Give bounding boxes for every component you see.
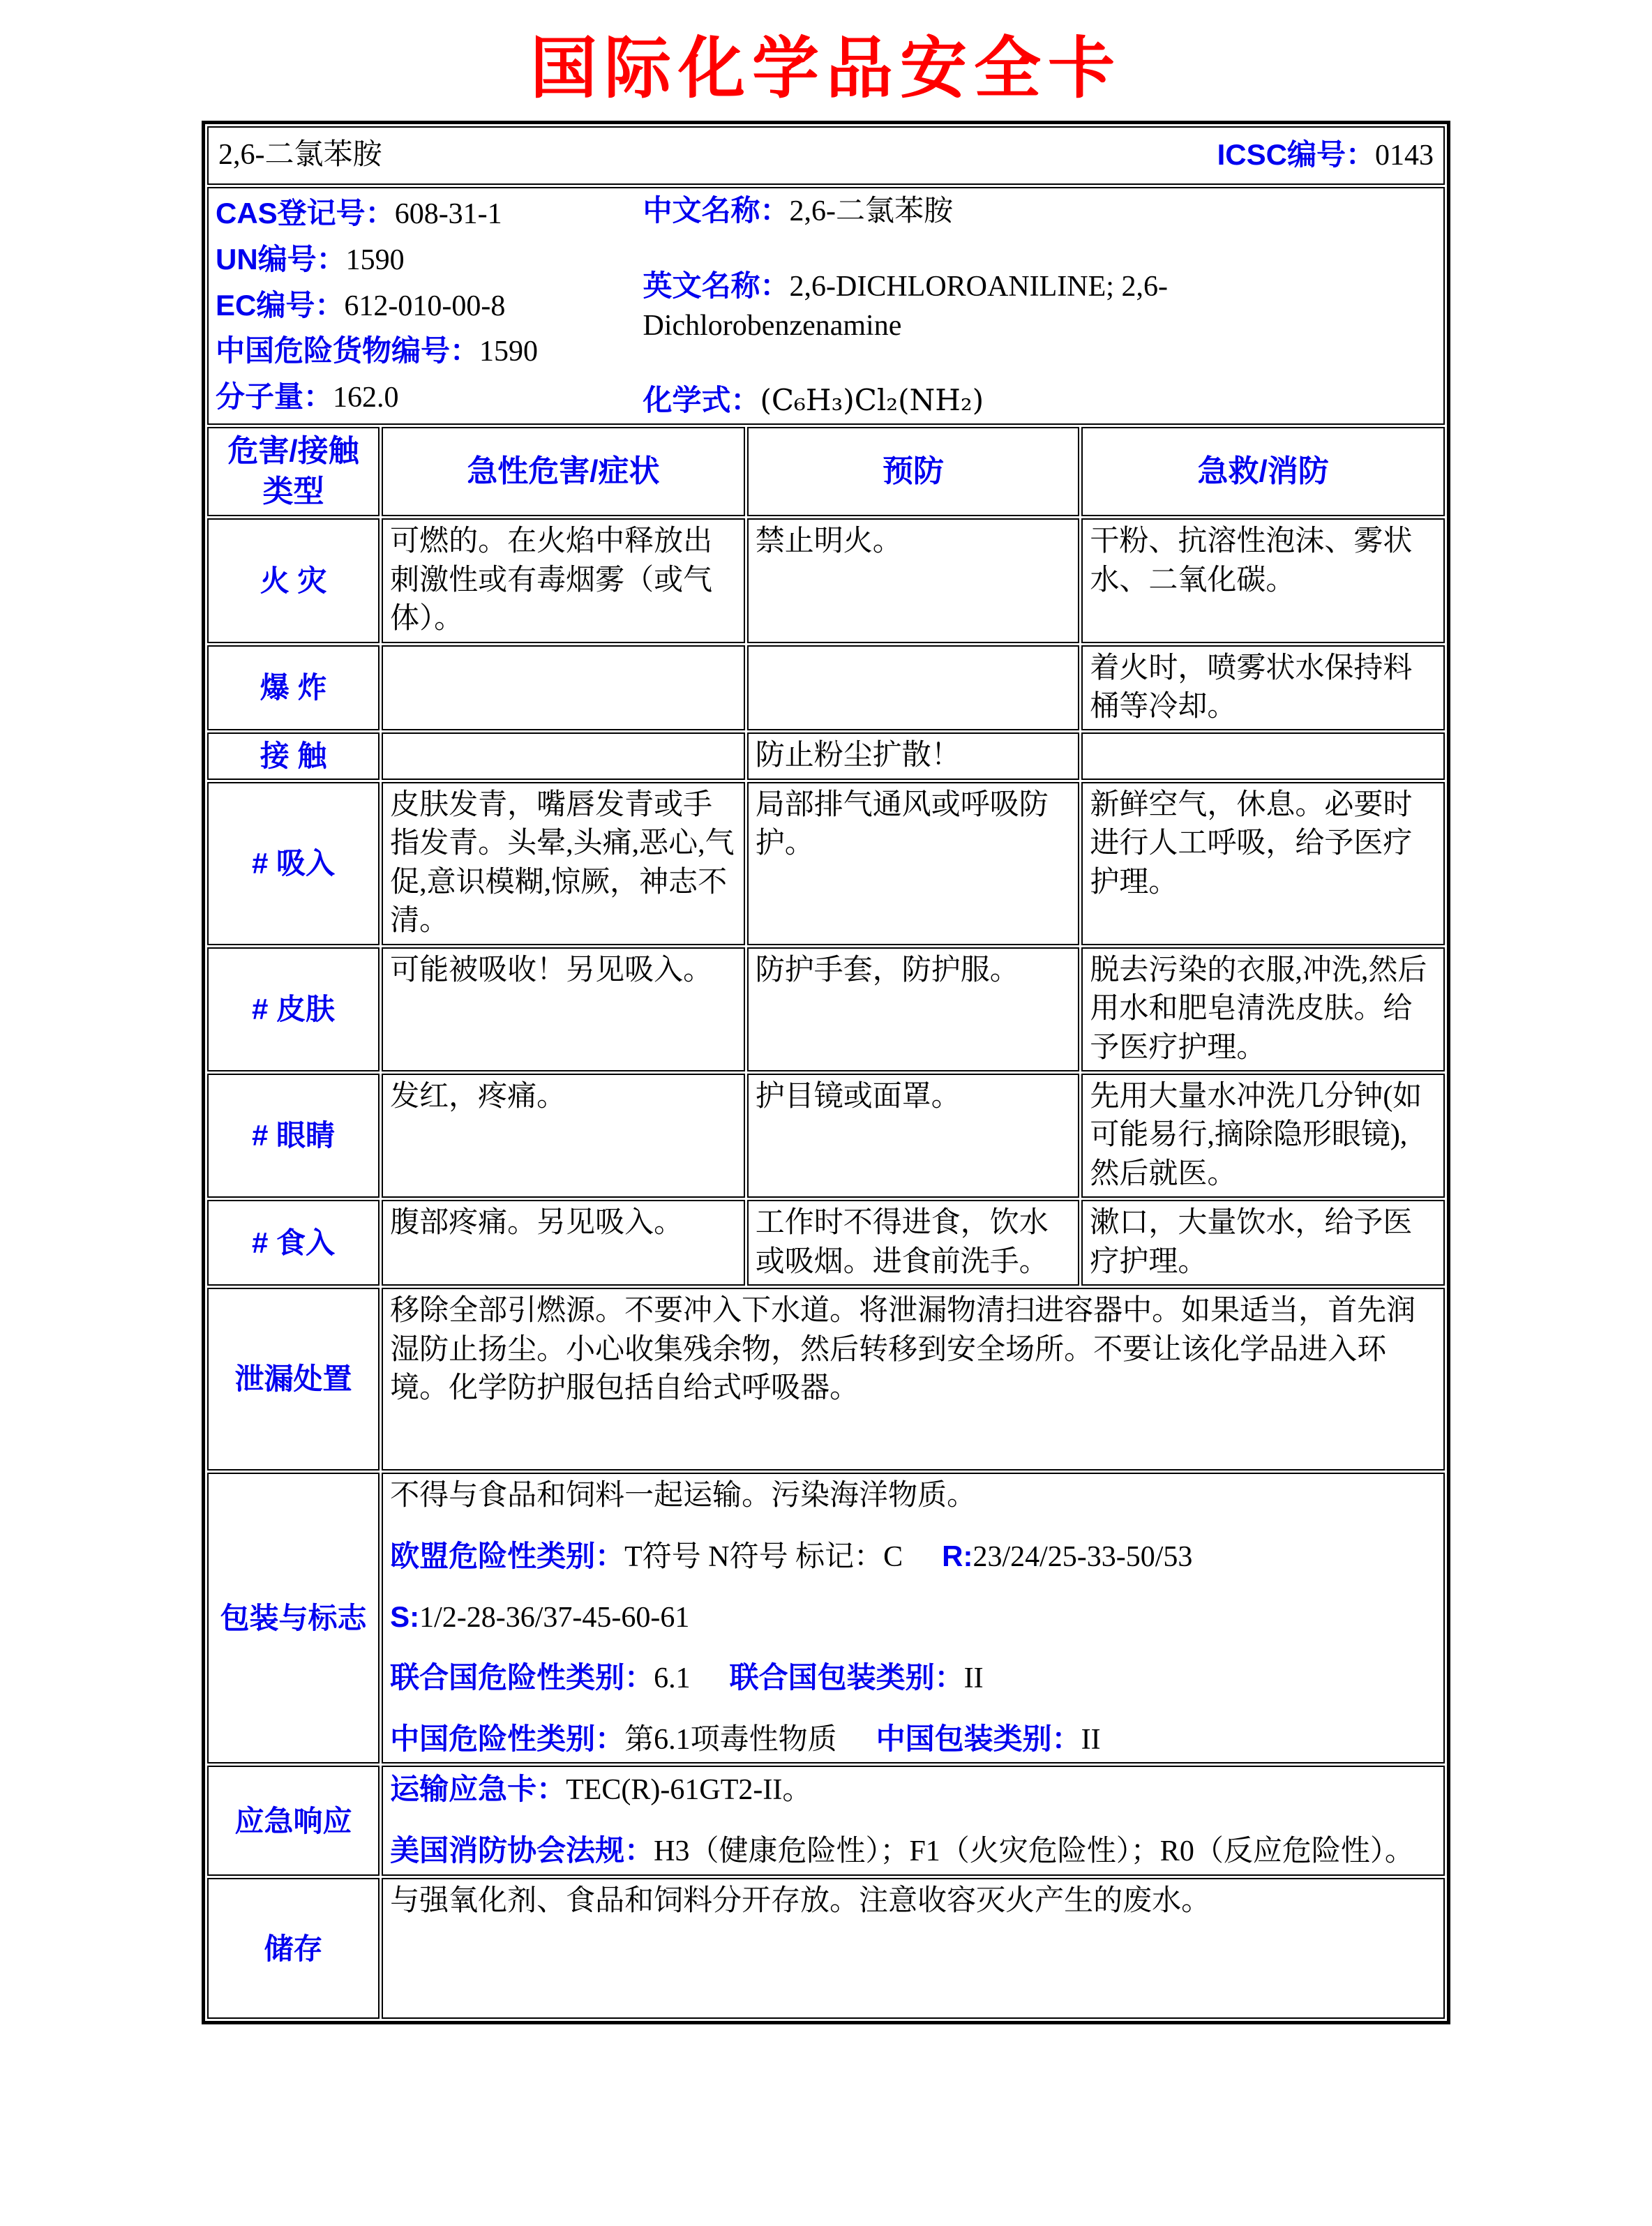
chemical-formula-label: 化学式： (643, 383, 760, 416)
chinese-name-line (643, 191, 1437, 231)
icsc-number (1217, 135, 1434, 175)
cas-number-line (216, 191, 643, 237)
fire-symptoms-cell: 可燃的。在火焰中释放出刺激性或有毒烟雾（或气体）。 (382, 518, 745, 642)
english-name-line (643, 266, 1348, 345)
transport-restriction-text (390, 1477, 1436, 1515)
skin-prevention-cell: 防护手套，防护服。 (747, 947, 1080, 1071)
storage-content-cell (382, 1878, 1445, 2019)
ec-number-label: EC编号： (216, 288, 345, 322)
hazard-row-explosion (207, 645, 1445, 731)
field-label: R: (942, 1539, 973, 1572)
inhalation-prevention-cell: 局部排气通风或呼吸防护。 (747, 782, 1080, 945)
identifiers-cell (207, 187, 1445, 425)
field-label: S: (390, 1600, 420, 1634)
field-value: TEC(R)-61GT2-II。 (566, 1774, 812, 1807)
field-value: 与强氧化剂、食品和饲料分开存放。注意收容灭火产生的废水。 (390, 1885, 1211, 1918)
molecular-weight-value: 162.0 (333, 382, 399, 414)
spill-disposal-text (390, 1292, 1436, 1408)
cas-number-label: CAS登记号： (216, 197, 395, 230)
un-number-value: 1590 (345, 243, 405, 276)
chinese-name-value: 2,6-二氯苯胺 (789, 195, 954, 227)
cas-number-value: 608-31-1 (394, 198, 502, 230)
un-number-label: UN编号： (216, 242, 346, 276)
chemical-name: 2,6-二氯苯胺 (218, 139, 382, 172)
row-label-eyes: # 眼睛 (207, 1074, 380, 1198)
field-value: II (1081, 1723, 1101, 1756)
field-label: 运输应急卡： (390, 1773, 566, 1806)
row-label-emergency-response: 应急响应 (207, 1766, 380, 1876)
hazard-row-contact (207, 732, 1445, 779)
skin-response-cell: 脱去污染的衣服,冲洗,然后用水和肥皂清洗皮肤。给予医疗护理。 (1081, 947, 1445, 1071)
ec-number-line (216, 283, 643, 329)
section-row-storage (207, 1878, 1445, 2019)
row-label-skin: # 皮肤 (207, 947, 380, 1071)
row-label-explosion: 爆 炸 (207, 645, 380, 731)
column-header-response: 急救/消防 (1081, 427, 1445, 516)
contact-symptoms-cell (382, 732, 745, 779)
s-phrases-line (390, 1597, 1436, 1637)
packaging-labeling-content-cell (382, 1473, 1445, 1763)
section-row-packaging-labeling (207, 1473, 1445, 1763)
icsc-number-label: ICSC编号： (1217, 138, 1375, 172)
field-label: 美国消防协会法规： (390, 1833, 654, 1867)
identifier-list-right (643, 191, 1437, 421)
field-label: 中国包装类别： (876, 1722, 1081, 1755)
field-value: 第6.1项毒性物质 (624, 1723, 837, 1756)
column-header-hazard-type: 危害/接触类型 (207, 427, 380, 516)
row-label-ingestion: # 食入 (207, 1200, 380, 1286)
row-label-fire: 火 灾 (207, 518, 380, 642)
china-dangerous-goods-number-label: 中国危险货物编号： (216, 334, 480, 368)
ingestion-symptoms-cell: 腹部疼痛。另见吸入。 (382, 1200, 745, 1286)
china-hazard-class-line (390, 1720, 1436, 1759)
section-row-spill-disposal (207, 1288, 1445, 1471)
un-number-line (216, 237, 643, 283)
column-header-symptoms: 急性危害/症状 (382, 427, 745, 516)
fire-response-cell: 干粉、抗溶性泡沫、雾状水、二氧化碳。 (1081, 518, 1445, 642)
field-value: 1/2-28-36/37-45-60-61 (419, 1602, 690, 1634)
china-dangerous-goods-number-line (216, 329, 643, 375)
field-value: II (963, 1662, 984, 1695)
page-title: 国际化学品安全卡 (530, 31, 1122, 106)
eu-hazard-class-line (390, 1537, 1436, 1577)
field-label: 联合国危险性类别： (390, 1661, 654, 1694)
chemical-header-row (207, 126, 1445, 185)
row-label-inhalation: # 吸入 (207, 782, 380, 945)
transport-emergency-card-line (390, 1770, 1436, 1810)
molecular-weight-label: 分子量： (216, 380, 333, 414)
storage-text (390, 1882, 1436, 1920)
field-value: 23/24/25-33-50/53 (973, 1540, 1193, 1573)
chemical-formula-line (643, 381, 1437, 421)
fire-prevention-cell: 禁止明火。 (747, 518, 1080, 642)
hazard-header-row (207, 427, 1445, 516)
un-hazard-class-line (390, 1658, 1436, 1698)
english-name-label: 英文名称： (643, 269, 790, 303)
inhalation-response-cell: 新鲜空气，休息。必要时进行人工呼吸，给予医疗护理。 (1081, 782, 1445, 945)
eyes-symptoms-cell: 发红，疼痛。 (382, 1074, 745, 1198)
field-value: 移除全部引燃源。不要冲入下水道。将泄漏物清扫进容器中。如果适当，首先润湿防止扬尘。小心收集残余物，然后转移到安全场所。不要让该化学品进入环境。化学防护服包括自给式呼吸器。 (390, 1295, 1416, 1405)
section-row-emergency-response (207, 1766, 1445, 1876)
field-value: H3（健康危险性）；F1（火灾危险性）；R0（反应危险性）。 (654, 1835, 1414, 1867)
explosion-symptoms-cell (382, 645, 745, 731)
hazard-row-eyes (207, 1074, 1445, 1198)
english-name-value: 2,6-DICHLOROANILINE; 2,6-Dichlorobenzenamine (643, 271, 1168, 342)
identifiers-row (207, 187, 1445, 425)
row-label-contact: 接 触 (207, 732, 380, 779)
field-label: 联合国包装类别： (729, 1661, 964, 1694)
ec-number-value: 612-010-00-8 (344, 289, 506, 322)
ingestion-response-cell: 漱口，大量饮水，给予医疗护理。 (1081, 1200, 1445, 1286)
explosion-response-cell: 着火时，喷雾状水保持料桶等冷却。 (1081, 645, 1445, 731)
hazard-row-fire (207, 518, 1445, 642)
icsc-number-value: 0143 (1375, 140, 1434, 172)
emergency-response-content-cell (382, 1766, 1445, 1876)
row-label-packaging-labeling: 包装与标志 (207, 1473, 380, 1763)
field-label: 中国危险性类别： (390, 1722, 625, 1755)
icsc-card-table (202, 121, 1450, 2024)
explosion-prevention-cell (747, 645, 1080, 731)
eyes-prevention-cell: 护目镜或面罩。 (747, 1074, 1080, 1198)
nfpa-code-line (390, 1831, 1436, 1871)
chinese-name-label: 中文名称： (643, 194, 790, 227)
chemical-header-cell (207, 126, 1445, 185)
eyes-response-cell: 先用大量水冲洗几分钟(如可能易行,摘除隐形眼镜),然后就医。 (1081, 1074, 1445, 1198)
row-label-spill-disposal: 泄漏处置 (207, 1288, 380, 1471)
inhalation-symptoms-cell: 皮肤发青，嘴唇发青或手指发青。头晕,头痛,恶心,气促,意识模糊,惊厥，神志不清。 (382, 782, 745, 945)
field-label: 欧盟危险性类别： (390, 1539, 625, 1572)
hazard-row-skin (207, 947, 1445, 1071)
molecular-weight-line (216, 375, 643, 421)
hazard-row-ingestion (207, 1200, 1445, 1286)
spill-disposal-content-cell (382, 1288, 1445, 1471)
row-label-storage: 储存 (207, 1878, 380, 2019)
hazard-row-inhalation (207, 782, 1445, 945)
identifier-list-left (216, 191, 643, 421)
skin-symptoms-cell: 可能被吸收！另见吸入。 (382, 947, 745, 1071)
contact-prevention-cell: 防止粉尘扩散！ (747, 732, 1080, 779)
field-value: 不得与食品和饲料一起运输。污染海洋物质。 (390, 1480, 977, 1512)
field-value: 6.1 (654, 1662, 691, 1695)
ingestion-prevention-cell: 工作时不得进食，饮水或吸烟。进食前洗手。 (747, 1200, 1080, 1286)
chemical-formula-value: (C₆H₃)Cl₂(NH₂) (760, 382, 984, 417)
field-value: T符号 N符号 标记：C (624, 1540, 903, 1573)
china-dangerous-goods-number-value: 1590 (479, 336, 539, 368)
contact-response-cell (1081, 732, 1445, 779)
column-header-prevention: 预防 (747, 427, 1080, 516)
